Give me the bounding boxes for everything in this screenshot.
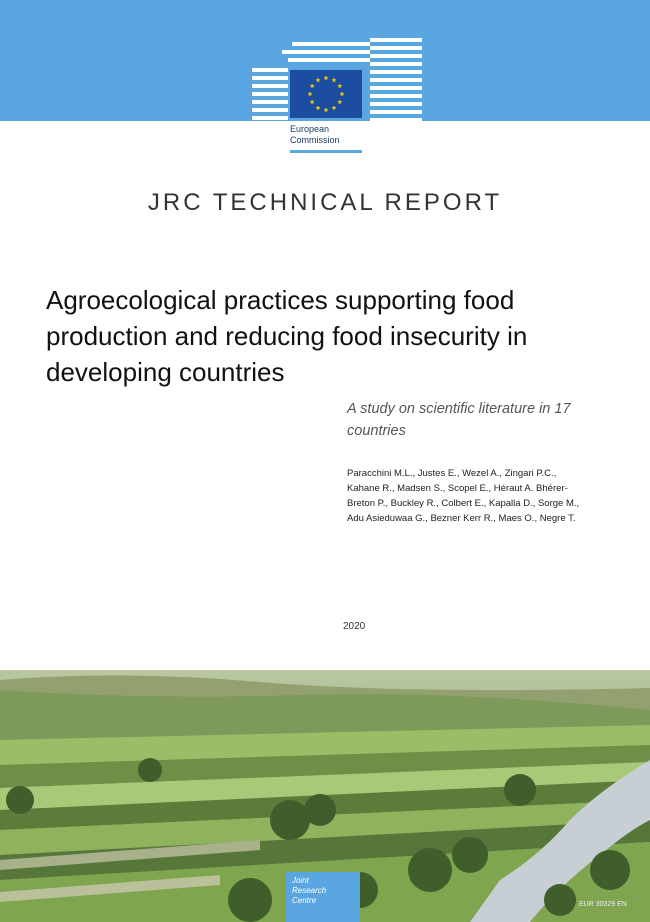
report-type: JRC TECHNICAL REPORT <box>147 189 503 216</box>
report-title: Agroecological practices supporting food production and reducing food insecurity in developing countries <box>46 285 528 387</box>
logo-line: Commission <box>290 135 340 145</box>
authors-list: Paracchini M.L., Justes E., Wezel A., Zingari P.C., Kahane R., Madsen S., Scopel E., Héraut A. Bhérer-Breton P., Buckley R., Colbert E., Kapalla D., Sorge M., Adu Asieduwaa G., Bezner Kerr R., Maes O., Negre T. <box>347 468 580 524</box>
logo-text <box>290 124 340 146</box>
jrc-line: Joint <box>292 876 309 885</box>
publication-year: 2020 <box>343 621 366 632</box>
jrc-logo-box <box>286 872 360 922</box>
report-subtitle: A study on scientific literature in 17 countries <box>347 401 571 439</box>
eur-code: EUR 30329 EN <box>579 901 627 908</box>
jrc-line: Centre <box>292 896 317 905</box>
logo-line: European <box>290 124 330 134</box>
jrc-line: Research <box>292 886 327 895</box>
